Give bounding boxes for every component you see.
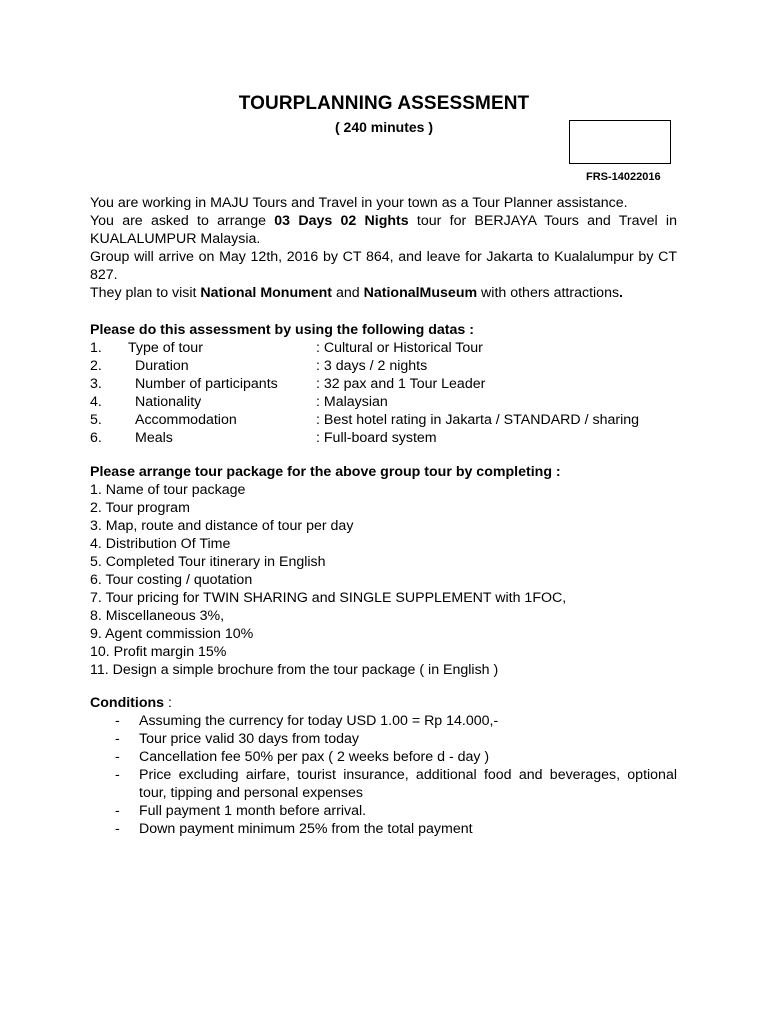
condition-item bbox=[90, 748, 677, 766]
dash-bullet: - bbox=[115, 767, 120, 783]
task-item: 5. Completed Tour itinerary in English bbox=[90, 554, 326, 570]
row-value: : 32 pax and 1 Tour Leader bbox=[316, 376, 486, 392]
condition-item bbox=[90, 820, 677, 838]
condition-text: Full payment 1 month before arrival. bbox=[139, 803, 367, 819]
row-number: 5. bbox=[90, 412, 102, 428]
data-row bbox=[90, 375, 677, 393]
condition-text: Down payment minimum 25% from the total payment bbox=[139, 821, 473, 837]
dash-bullet: - bbox=[115, 713, 120, 729]
row-label: Meals bbox=[135, 430, 173, 446]
row-number: 6. bbox=[90, 430, 102, 446]
duration-subtitle: ( 240 minutes ) bbox=[334, 119, 434, 135]
task-item: 2. Tour program bbox=[90, 500, 190, 516]
conditions-heading-suffix: : bbox=[164, 695, 172, 711]
condition-item bbox=[90, 712, 677, 730]
row-number: 2. bbox=[90, 358, 102, 374]
condition-text: Tour price valid 30 days from today bbox=[139, 731, 360, 747]
task-item: 6. Tour costing / quotation bbox=[90, 572, 253, 588]
condition-item bbox=[90, 766, 677, 802]
intro-line: Group will arrive on May 12th, 2016 by CT 864, and leave for Jakarta to Kualalumpur by CT 827. bbox=[90, 249, 677, 283]
assessment-data-section bbox=[90, 321, 677, 447]
data-row bbox=[90, 429, 677, 447]
score-box bbox=[569, 120, 671, 164]
row-number: 4. bbox=[90, 394, 102, 410]
condition-text: Cancellation fee 50% per pax ( 2 weeks before d - day ) bbox=[139, 749, 490, 765]
row-label: Nationality bbox=[135, 394, 202, 410]
row-value: : Full-board system bbox=[316, 430, 437, 446]
data-row bbox=[90, 411, 677, 429]
row-value: : 3 days / 2 nights bbox=[316, 358, 428, 374]
row-label: Type of tour bbox=[128, 340, 203, 356]
condition-item bbox=[90, 802, 677, 820]
row-value: : Cultural or Historical Tour bbox=[316, 340, 483, 356]
intro-paragraph bbox=[90, 194, 677, 302]
row-label: Duration bbox=[135, 358, 189, 374]
dash-bullet: - bbox=[115, 749, 120, 765]
intro-line: You are working in MAJU Tours and Travel in your town as a Tour Planner assistance. bbox=[90, 195, 628, 211]
data-row bbox=[90, 393, 677, 411]
tasks-section bbox=[90, 463, 677, 679]
task-item: 9. Agent commission 10% bbox=[90, 626, 254, 642]
task-item: 11. Design a simple brochure from the tour package ( in English ) bbox=[90, 662, 499, 678]
row-value: : Best hotel rating in Jakarta / STANDARD / sharing bbox=[316, 412, 640, 428]
row-value: : Malaysian bbox=[316, 394, 388, 410]
row-label: Number of participants bbox=[135, 376, 278, 392]
row-label: Accommodation bbox=[135, 412, 237, 428]
task-item: 8. Miscellaneous 3%, bbox=[90, 608, 225, 624]
intro-text: tour for BERJAYA Tours and Travel in KUALALUMPUR Malaysia. bbox=[90, 213, 677, 247]
task-item: 1. Name of tour package bbox=[90, 482, 246, 498]
intro-line bbox=[90, 284, 677, 302]
condition-text: Price excluding airfare, tourist insurance, additional food and beverages, optional tour, tipping and personal expenses bbox=[139, 767, 677, 801]
document-title: TOURPLANNING ASSESSMENT bbox=[238, 93, 530, 114]
intro-text: They plan to visit bbox=[90, 285, 201, 301]
dash-bullet: - bbox=[115, 821, 120, 837]
condition-item bbox=[90, 730, 677, 748]
task-item: 3. Map, route and distance of tour per day bbox=[90, 518, 354, 534]
intro-text: and bbox=[332, 285, 364, 301]
data-row bbox=[90, 339, 677, 357]
intro-bold-text: 03 Days 02 Nights bbox=[274, 213, 409, 229]
dash-bullet: - bbox=[115, 731, 120, 747]
task-item: 4. Distribution Of Time bbox=[90, 536, 231, 552]
section-heading: Please do this assessment by using the following datas : bbox=[90, 322, 474, 338]
task-item: 10. Profit margin 15% bbox=[90, 644, 227, 660]
intro-bold-text: . bbox=[619, 285, 623, 301]
intro-text: with others attractions bbox=[477, 285, 620, 301]
intro-text: You are asked to arrange bbox=[90, 213, 275, 229]
condition-text: Assuming the currency for today USD 1.00 = Rp 14.000,- bbox=[139, 713, 499, 729]
row-number: 1. bbox=[90, 340, 102, 356]
form-code: FRS-14022016 bbox=[586, 171, 661, 183]
conditions-section bbox=[90, 694, 677, 838]
row-number: 3. bbox=[90, 376, 102, 392]
section-heading bbox=[90, 694, 677, 712]
dash-bullet: - bbox=[115, 803, 120, 819]
intro-line bbox=[90, 212, 677, 248]
intro-bold-text: National Monument bbox=[200, 285, 333, 301]
section-heading: Please arrange tour package for the above group tour by completing : bbox=[90, 464, 561, 480]
intro-bold-text: NationalMuseum bbox=[363, 285, 478, 301]
conditions-heading: Conditions bbox=[90, 695, 165, 711]
data-row bbox=[90, 357, 677, 375]
task-item: 7. Tour pricing for TWIN SHARING and SINGLE SUPPLEMENT with 1FOC, bbox=[90, 590, 567, 606]
